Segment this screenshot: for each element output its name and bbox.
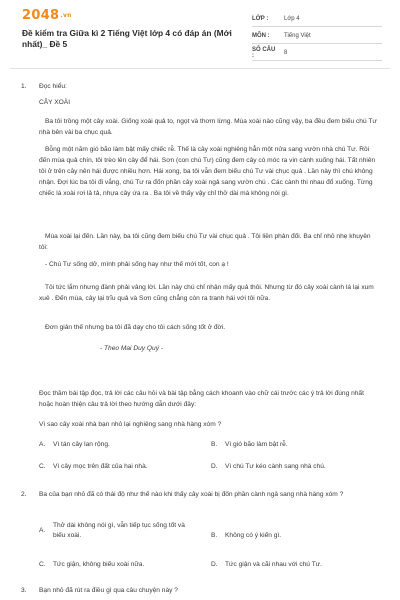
option-text: Thở dài không nói gì, vẫn tiếp tục sống tốt và biếu xoài.: [53, 522, 185, 539]
page-header: [0, 0, 400, 66]
option-text: Vì tán cây lan rộng.: [53, 441, 110, 448]
question-number: 2.: [21, 491, 27, 498]
meta-label: LỚP :: [252, 16, 269, 22]
option-letter: B.: [211, 532, 218, 539]
meta-panel: [252, 12, 382, 63]
option-letter: C.: [39, 463, 46, 470]
meta-label: MÔN :: [252, 33, 270, 39]
meta-value: 8: [284, 50, 288, 56]
passage-paragraph: Bỗng một năm gió bão làm bật mấy chiếc rễ. Thế là cây xoài nghiêng hẳn một nửa sang vườn nhà chú Tư. Rồi đến mùa quả chín, tôi trèo lên cây để hái. Sơn (con chú Tư) cũng đem cây có móc ra vin cành xuống hái. Tất nhiên tôi ở trên cây nên hái được nhiều hơn. Hái xong, ba tôi vẫn đem biếu chú Tư vài chục quả . Lần này thì chú không nhận. Đợi lúc ba tôi đi vắng, chú Tư ra đốn phần cây xoài ngả sang vườn chú . Các cành thi nhau đổ xuống. Từng chiếc lá xoài rơi lả tả, nhựa cây ứa ra . Ba tôi về thấy vậy chỉ thở dài mà không nói gì.: [39, 146, 376, 197]
logo-suffix: .vn: [60, 12, 72, 19]
passage-paragraph: - Chú Tư sống dở, mình phải sống hay như thế mới tốt, con ạ !: [45, 261, 229, 268]
passage-paragraph: Mùa xoài lại đến. Lần này, ba tôi cũng đem biếu chú Tư vài chục quả . Tôi liền phản đối. Ba chỉ nhỏ nhẹ khuyên tôi:: [39, 233, 371, 251]
section-heading: Đọc hiểu:: [39, 83, 67, 90]
meta-value: Tiếng Việt: [284, 33, 311, 39]
answer-option[interactable]: [39, 560, 199, 570]
option-text: Vì gió bão làm bật rễ.: [225, 441, 288, 448]
question-number: 1.: [21, 83, 27, 90]
option-text: Vì chú Tư kéo cành sang nhà chú.: [225, 463, 326, 470]
option-letter: A.: [39, 527, 46, 534]
option-letter: D.: [211, 463, 218, 470]
passage-paragraph: Đơn giản thế nhưng ba tôi đã dạy cho tôi cách sống tốt ở đời.: [45, 324, 226, 331]
answer-option[interactable]: [211, 560, 381, 570]
logo-text: 2048: [22, 8, 60, 23]
passage-author: - Theo Mai Duy Quý -: [100, 345, 164, 352]
option-text: Vì cây mọc trên đất của hai nhà.: [53, 463, 148, 470]
answer-option[interactable]: [39, 462, 199, 472]
answer-option[interactable]: [39, 521, 199, 541]
option-letter: D.: [211, 561, 218, 568]
option-text: Tức giận và cãi nhau với chú Tư.: [225, 561, 322, 568]
question-text: Vì sao cây xoài nhà bạn nhỏ lại nghiêng sang nhà hàng xóm ?: [39, 421, 222, 428]
option-letter: A.: [39, 441, 46, 448]
answer-option[interactable]: [211, 531, 381, 541]
meta-row-grade: [252, 12, 382, 27]
passage-paragraph: Ba tôi trồng một cây xoài. Giống xoài quả to, ngọt và thơm lừng. Mùa xoài nào cũng vậy, ba đều đem biếu chú Tư nhà bên vài ba chục quả.: [39, 118, 377, 136]
meta-label: SỐ CÂU :: [252, 47, 276, 59]
question-number: 3.: [21, 587, 27, 594]
option-letter: B.: [211, 441, 218, 448]
meta-row-subject: [252, 29, 382, 44]
question-text: Bạn nhỏ đã rút ra điều gì qua câu chuyện này ?: [39, 587, 178, 594]
passage-title: CÂY XOÀI: [39, 99, 71, 106]
meta-row-count: [252, 46, 382, 61]
passage-paragraph: Tôi tức lắm nhưng đành phải vâng lời. Lần này chú chỉ nhận mấy quả thôi. Nhưng từ đó cây xoài cành lá lại xum xuê . Đến mùa, cây lại trĩu quả và Sơn cũng chẳng còn ra tranh hái với tôi nữa.: [39, 284, 374, 302]
answer-option[interactable]: [211, 462, 381, 472]
header-divider: [10, 68, 390, 69]
site-logo[interactable]: [22, 8, 72, 23]
option-letter: C.: [39, 561, 46, 568]
document-title: Đề kiểm tra Giữa kì 2 Tiếng Việt lớp 4 có đáp án (Mới nhất)_ Đề 5: [22, 28, 232, 49]
option-text: Không có ý kiến gì.: [225, 532, 282, 539]
answer-option[interactable]: [39, 440, 199, 450]
question-text: Ba của bạn nhỏ đã có thái độ như thế nào khi thấy cây xoài bị đốn phần cành ngả sang nhà hàng xóm ?: [39, 491, 344, 498]
option-text: Tức giận, không biếu xoài nữa.: [53, 561, 145, 568]
instruction-text: Đọc thầm bài tập đọc, trả lời các câu hỏi và bài tập bằng cách khoanh vào chữ cái trước các ý trả lời đúng nhất hoặc hoàn thiện câu trả lời theo hướng dẫn dưới đây:: [39, 390, 364, 408]
meta-value: Lớp 4: [284, 16, 300, 22]
answer-option[interactable]: [211, 440, 381, 450]
